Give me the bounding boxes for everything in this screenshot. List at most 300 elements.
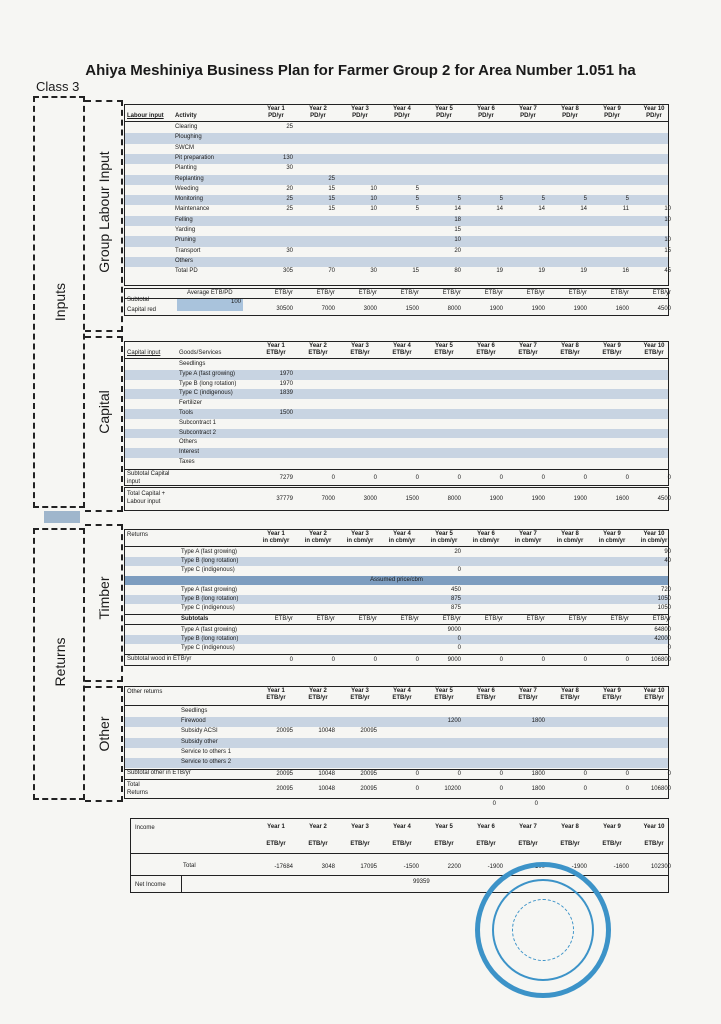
table-row — [125, 770, 671, 778]
year-header: Year 7 — [519, 343, 537, 349]
row-label: Total Capital + Labour input — [127, 491, 166, 505]
year-header: Year 3 — [351, 531, 369, 537]
year-header: Year 2 — [309, 688, 327, 694]
table-row — [125, 474, 671, 482]
table-cell: 20095 — [360, 771, 377, 777]
official-seal-stamp — [475, 862, 611, 998]
row-label: Type A (fast growing) — [181, 587, 238, 593]
table-cell: 37779 — [276, 496, 293, 502]
below-value: 0 — [534, 801, 538, 807]
unit-header: ETB/yr — [560, 350, 580, 356]
table-cell: 17095 — [360, 864, 377, 870]
table-row — [125, 604, 671, 613]
table-rule — [125, 779, 668, 780]
unit-header: in cbm/yr — [346, 538, 374, 544]
row-label: Type C (indigenous) — [181, 605, 235, 611]
table-cell: 70 — [328, 268, 335, 275]
unit-header: ETB/yr — [476, 695, 496, 701]
table-cell: 20 — [454, 247, 461, 254]
table-cell: 20 — [454, 549, 461, 555]
table-cell: 305 — [282, 268, 293, 275]
table-cell: 0 — [457, 771, 461, 777]
table-row — [125, 566, 668, 575]
table-cell: 10 — [664, 206, 671, 213]
row-label: Clearing — [175, 124, 198, 130]
table-cell: 1970 — [279, 370, 293, 377]
year-header: Year 9 — [603, 106, 621, 112]
table-row — [125, 257, 668, 267]
row-label: Type A (fast growing) — [181, 627, 238, 633]
table-cell: 875 — [450, 605, 461, 611]
row-label: Pruning — [175, 237, 196, 244]
unit-header: in cbm/yr — [640, 538, 668, 544]
row-label: Total PD — [175, 268, 198, 275]
table-cell: 5 — [499, 196, 503, 203]
table-row — [125, 154, 668, 164]
table-cell: 3000 — [363, 306, 377, 312]
table-row — [125, 707, 668, 717]
table-row — [125, 409, 668, 419]
year-header: Year 6 — [477, 688, 495, 694]
table-cell: -17684 — [274, 864, 293, 870]
year-header: Year 8 — [561, 343, 579, 349]
table-cell: 25 — [286, 124, 293, 130]
year-header: Year 1 — [267, 688, 285, 694]
table-cell: 1800 — [531, 786, 545, 792]
unit-header: ETB/yr — [652, 290, 671, 296]
unit-header: ETB/yr — [434, 350, 454, 356]
unit-header: PD/yr — [646, 113, 662, 119]
unit-header: PD/yr — [604, 113, 620, 119]
table-row — [125, 595, 671, 604]
table-row — [125, 216, 671, 226]
labour-input-table — [124, 104, 669, 286]
other-label: Other — [96, 716, 112, 752]
table-cell: 0 — [499, 657, 503, 663]
table-cell: 1050 — [657, 596, 671, 602]
table-row — [125, 267, 671, 277]
table-row — [125, 370, 668, 380]
table-cell: 0 — [457, 567, 461, 573]
year-header: Year 5 — [435, 531, 453, 537]
row-label: Interest — [179, 449, 200, 456]
row-label: Net Income — [135, 882, 166, 888]
net-income-value: 99359 — [413, 879, 430, 885]
column-header: Labour input — [127, 113, 164, 119]
year-header: Year 3 — [351, 824, 369, 830]
table-cell: 0 — [541, 657, 545, 663]
row-label: Ploughing — [175, 134, 202, 141]
year-header: Year 10 — [643, 688, 665, 694]
unit-header: ETB/yr — [602, 695, 622, 701]
table-row — [125, 557, 671, 566]
year-header: Year 2 — [309, 106, 327, 112]
table-cell: 0 — [499, 771, 503, 777]
table-cell: 7279 — [279, 475, 293, 481]
column-header: Other returns — [127, 689, 163, 695]
year-header: Year 4 — [393, 688, 411, 694]
row-label: Type B (long rotation) — [179, 380, 237, 387]
unit-header: ETB/yr — [392, 695, 412, 701]
table-cell: 1900 — [573, 306, 587, 312]
year-header: Year 9 — [603, 688, 621, 694]
class-label: Class 3 — [36, 79, 80, 94]
unit-header: in cbm/yr — [514, 538, 542, 544]
table-cell: 1050 — [657, 605, 671, 611]
row-label: Felling — [175, 216, 193, 223]
table-row — [125, 548, 671, 557]
timber-label: Timber — [96, 576, 112, 620]
row-label: Replanting — [175, 175, 204, 182]
table-cell: 15 — [328, 206, 335, 213]
table-cell: 0 — [373, 475, 377, 481]
year-header: Year 5 — [435, 824, 453, 830]
table-cell: 40 — [664, 558, 671, 564]
unit-header: ETB/yr — [602, 350, 622, 356]
table-cell: 0 — [625, 786, 629, 792]
unit-header: ETB/yr — [652, 616, 671, 622]
table-cell: 15 — [664, 247, 671, 254]
table-rule — [125, 624, 668, 625]
year-header: Year 9 — [603, 824, 621, 830]
table-cell: 0 — [541, 475, 545, 481]
table-cell: 2200 — [447, 864, 461, 870]
table-cell: 1970 — [279, 380, 293, 387]
unit-header: ETB/yr — [484, 616, 503, 622]
unit-header: in cbm/yr — [430, 538, 458, 544]
table-cell: 15 — [412, 268, 419, 275]
unit-header: in cbm/yr — [598, 538, 626, 544]
table-cell: 0 — [289, 657, 293, 663]
table-cell: 1600 — [615, 306, 629, 312]
row-label: Monitoring — [175, 196, 204, 203]
year-header: Year 6 — [477, 343, 495, 349]
unit-header: ETB/yr — [442, 616, 461, 622]
unit-header: ETB/yr — [308, 350, 328, 356]
year-header: Year 10 — [643, 531, 665, 537]
table-cell: 18 — [454, 216, 461, 223]
row-label: Service to others 2 — [181, 759, 232, 765]
table-row — [125, 164, 668, 174]
table-cell: 5 — [415, 206, 419, 213]
unit-header: in cbm/yr — [262, 538, 290, 544]
table-cell: 720 — [660, 587, 671, 593]
table-cell: 14 — [538, 206, 545, 213]
table-row — [125, 389, 668, 399]
table-cell: 1500 — [279, 410, 293, 416]
unit-header: ETB/yr — [434, 695, 454, 701]
table-cell: 0 — [583, 475, 587, 481]
row-label: Seedlings — [181, 708, 208, 714]
table-cell: 20095 — [276, 728, 293, 735]
unit-header: ETB/yr — [602, 841, 622, 847]
table-cell: 0 — [457, 636, 461, 642]
inputs-label: Inputs — [52, 282, 68, 322]
unit-header: ETB/yr — [308, 695, 328, 701]
year-header: Year 9 — [603, 531, 621, 537]
table-cell: 20095 — [360, 728, 377, 735]
table-row — [125, 419, 668, 429]
table-cell: 80 — [454, 268, 461, 275]
table-row — [125, 236, 671, 246]
table-cell: 15 — [328, 196, 335, 203]
unit-header: ETB/yr — [518, 350, 538, 356]
average-rate-value: 100 — [177, 299, 243, 311]
year-header: Year 5 — [435, 688, 453, 694]
unit-header: in cbm/yr — [388, 538, 416, 544]
table-cell: 0 — [667, 645, 671, 651]
table-cell: 30500 — [276, 306, 293, 312]
table-cell: 1900 — [489, 306, 503, 312]
table-cell: 5 — [415, 196, 419, 203]
table-row — [125, 175, 668, 185]
table-cell: 10048 — [318, 728, 335, 735]
row-label: Subcontract 2 — [179, 429, 217, 436]
table-cell: 14 — [454, 206, 461, 213]
table-cell: 1900 — [531, 496, 545, 502]
table-row — [125, 205, 671, 215]
table-cell: -1900 — [487, 864, 503, 870]
year-header: Year 1 — [267, 531, 285, 537]
table-cell: 1800 — [531, 718, 545, 725]
unit-header: PD/yr — [394, 113, 410, 119]
capital-total-table — [124, 487, 669, 511]
table-rule — [131, 875, 668, 876]
year-header: Year 5 — [435, 343, 453, 349]
table-cell: 3000 — [363, 496, 377, 502]
column-header: Capital input — [127, 350, 161, 356]
column-header: Goods/Services — [179, 350, 222, 356]
row-label: Firewood — [181, 718, 206, 725]
table-row — [125, 185, 668, 195]
table-rule — [131, 853, 668, 854]
table-cell: 4500 — [657, 306, 671, 312]
row-label: Type B (long rotation) — [181, 636, 239, 642]
table-cell: 10 — [664, 216, 671, 223]
table-cell: 875 — [450, 596, 461, 602]
year-header: Year 4 — [393, 824, 411, 830]
unit-header: ETB/yr — [308, 841, 328, 847]
unit-header: ETB/yr — [610, 616, 629, 622]
year-header: Year 1 — [267, 343, 285, 349]
unit-header: ETB/yr — [526, 290, 545, 296]
assumed-price-label: Assumed price/cbm — [370, 577, 423, 583]
unit-header: ETB/yr — [434, 841, 454, 847]
year-header: Year 5 — [435, 106, 453, 112]
row-label: Type C (indigenous) — [181, 645, 235, 651]
table-row — [125, 635, 671, 644]
year-header: Year 4 — [393, 106, 411, 112]
table-cell: 19 — [538, 268, 545, 275]
table-row — [125, 380, 668, 390]
table-cell: 0 — [373, 657, 377, 663]
row-label: Transport — [175, 247, 201, 254]
table-cell: 9000 — [447, 627, 461, 633]
table-cell: 1500 — [405, 496, 419, 502]
table-cell: 1900 — [489, 496, 503, 502]
unit-header: ETB/yr — [266, 695, 286, 701]
table-cell: -1600 — [613, 864, 629, 870]
row-label: Type A (fast growing) — [181, 549, 238, 555]
table-cell: 8000 — [447, 306, 461, 312]
row-label: Pit preparation — [175, 154, 215, 161]
row-label: Total Returns — [127, 782, 149, 796]
table-cell: 20095 — [276, 786, 293, 792]
unit-header: ETB/yr — [526, 616, 545, 622]
unit-header: ETB/yr — [644, 350, 664, 356]
table-cell: 0 — [415, 786, 419, 792]
table-cell: 5 — [583, 196, 587, 203]
unit-header: PD/yr — [268, 113, 284, 119]
row-label: Subcontract 1 — [179, 419, 217, 426]
row-label: Subtotal — [127, 297, 150, 303]
year-header: Year 4 — [393, 343, 411, 349]
table-cell: 14 — [496, 206, 503, 213]
table-cell: 1500 — [405, 306, 419, 312]
row-label: Type C (indigenous) — [181, 567, 235, 573]
unit-header: ETB/yr — [392, 350, 412, 356]
table-cell: 3048 — [321, 864, 335, 870]
unit-header: ETB/yr — [392, 841, 412, 847]
unit-header: ETB/yr — [400, 290, 419, 296]
table-cell: 10 — [370, 206, 377, 213]
year-header: Year 2 — [309, 343, 327, 349]
unit-header: PD/yr — [352, 113, 368, 119]
column-header: Income — [135, 825, 155, 831]
row-label: Fertilizer — [179, 400, 203, 407]
row-label: Planting — [175, 165, 197, 172]
table-cell: 7000 — [321, 306, 335, 312]
table-rule — [125, 298, 668, 299]
table-cell: 10200 — [444, 786, 461, 792]
table-row — [125, 247, 671, 257]
table-cell: 42000 — [654, 636, 671, 642]
unit-header: ETB/yr — [610, 290, 629, 296]
table-cell: 30 — [286, 247, 293, 254]
year-header: Year 2 — [309, 531, 327, 537]
table-row — [125, 123, 668, 133]
row-label: Subtotals — [181, 616, 209, 622]
table-rule — [125, 546, 668, 547]
table-cell: 8000 — [447, 496, 461, 502]
row-label: Yarding — [175, 227, 196, 233]
table-cell: 64800 — [654, 627, 671, 633]
table-cell: 0 — [457, 645, 461, 651]
labour-subtotal-table — [124, 288, 669, 316]
table-cell: 130 — [282, 154, 293, 161]
table-row — [125, 448, 668, 458]
year-header: Year 7 — [519, 531, 537, 537]
unit-header: ETB/yr — [518, 841, 538, 847]
table-cell: 10 — [454, 237, 461, 244]
year-header: Year 8 — [561, 688, 579, 694]
unit-header: ETB/yr — [274, 290, 293, 296]
unit-header: in cbm/yr — [472, 538, 500, 544]
unit-header: ETB/yr — [644, 841, 664, 847]
table-cell: 10 — [664, 237, 671, 244]
unit-header: in cbm/yr — [304, 538, 332, 544]
group-labour-label: Group Labour Input — [96, 151, 112, 273]
table-cell: 102300 — [650, 864, 671, 870]
table-cell: 5 — [625, 196, 629, 203]
unit-header: ETB/yr — [484, 290, 503, 296]
unit-header: PD/yr — [310, 113, 326, 119]
unit-header: ETB/yr — [316, 290, 335, 296]
row-label: Maintenance — [175, 206, 210, 213]
year-header: Year 8 — [561, 531, 579, 537]
unit-header: in cbm/yr — [556, 538, 584, 544]
unit-header: PD/yr — [562, 113, 578, 119]
row-label: Type B (long rotation) — [181, 596, 239, 602]
table-cell: 1600 — [615, 496, 629, 502]
year-header: Year 8 — [561, 824, 579, 830]
year-header: Year 8 — [561, 106, 579, 112]
year-header: Year 10 — [643, 106, 665, 112]
table-row — [125, 495, 671, 503]
assumed-price-bar — [125, 576, 668, 585]
table-row — [125, 748, 668, 758]
row-label: Subtotal Capital input — [127, 471, 170, 485]
year-header: Year 1 — [267, 106, 285, 112]
year-header: Year 3 — [351, 688, 369, 694]
table-cell: 90 — [664, 549, 671, 555]
table-cell: 106800 — [650, 786, 671, 792]
year-header: Year 2 — [309, 824, 327, 830]
row-label: Taxes — [179, 459, 195, 465]
row-label: Others — [179, 439, 198, 446]
table-cell: 0 — [499, 475, 503, 481]
table-row — [125, 195, 668, 205]
table-rule — [125, 121, 668, 122]
table-cell: -1500 — [403, 864, 419, 870]
unit-header: PD/yr — [478, 113, 494, 119]
table-cell: 1200 — [447, 718, 461, 725]
table-cell: 25 — [286, 196, 293, 203]
unit-header: ETB/yr — [442, 290, 461, 296]
row-label: Type A (fast growing) — [179, 370, 236, 377]
year-header: Year 7 — [519, 106, 537, 112]
row-label: Service to others 1 — [181, 748, 232, 755]
unit-header: ETB/yr — [266, 841, 286, 847]
table-cell: 15 — [328, 185, 335, 192]
year-header: Year 6 — [477, 531, 495, 537]
table-cell: 19 — [580, 268, 587, 275]
unit-header: ETB/yr — [358, 616, 377, 622]
row-label: Type B (long rotation) — [181, 558, 239, 564]
year-header: Year 4 — [393, 531, 411, 537]
table-row — [125, 458, 668, 468]
table-row — [125, 144, 668, 154]
table-row — [125, 226, 668, 236]
year-header: Year 6 — [477, 824, 495, 830]
table-row — [131, 863, 671, 871]
table-cell: 0 — [583, 771, 587, 777]
table-cell: 30 — [286, 165, 293, 172]
table-cell: 0 — [331, 475, 335, 481]
row-label: Subtotal other in ETB/yr — [127, 770, 191, 776]
unit-header: ETB/yr — [316, 616, 335, 622]
table-cell: 0 — [583, 657, 587, 663]
row-label: Capital red — [127, 307, 157, 313]
year-header: Year 10 — [643, 343, 665, 349]
table-cell: 10 — [370, 196, 377, 203]
table-row — [125, 133, 668, 143]
table-row — [125, 360, 668, 370]
table-cell: -100 — [532, 864, 545, 870]
table-row — [125, 758, 668, 768]
year-header: Year 9 — [603, 343, 621, 349]
table-cell: 20095 — [276, 771, 293, 777]
